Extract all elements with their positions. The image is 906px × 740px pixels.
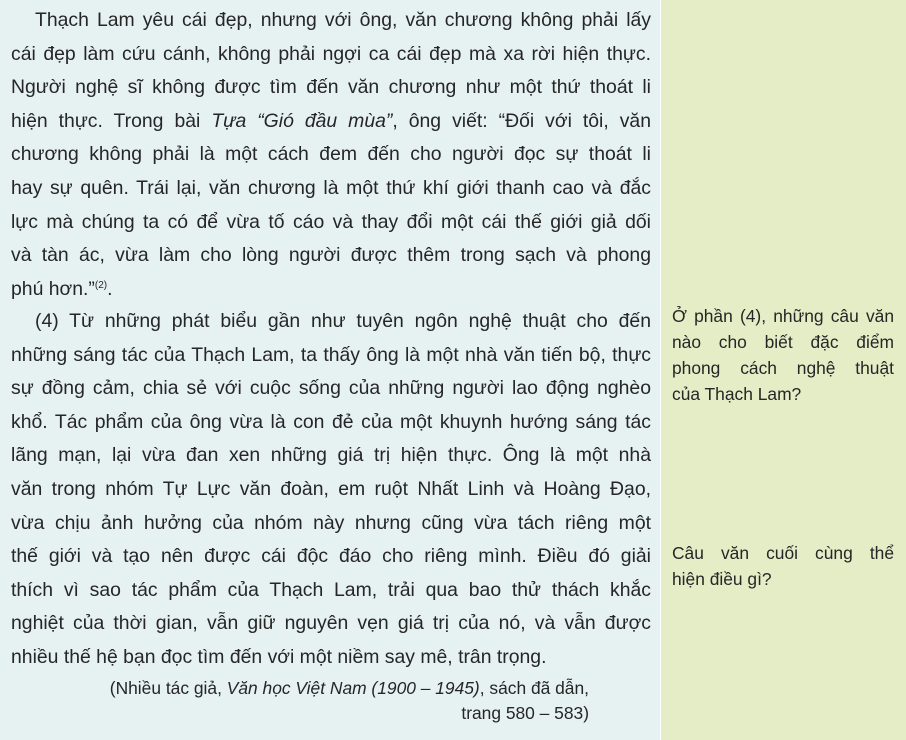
text-line: thế giới và tạo nên được cái độc đáo cho riêng mình. Điều đó giải — [11, 545, 651, 568]
text-line: nghiệt của thời gian, vẫn giữ nguyên vẹn giá trị của nó, và vẫn được — [11, 612, 651, 635]
text-line: Người nghệ sĩ không được tìm đến văn chương như một thứ thoát li — [11, 76, 651, 99]
side-note-question-1 — [672, 303, 894, 407]
text-line: thích vì sao tác phẩm của Thạch Lam, trải qua bao thử thách khắc — [11, 578, 651, 601]
text-span: (Nhiều tác giả, — [109, 678, 227, 698]
text-line: nhiều thế hệ bạn đọc tìm đến với một niềm say mê, trân trọng. — [11, 645, 547, 668]
text-line: sự đồng cảm, chia sẻ với cuộc sống của những người lao động nghèo — [11, 377, 651, 400]
side-note-question-2 — [672, 540, 894, 592]
note-line: phong cách nghệ thuật — [672, 358, 894, 378]
text-line — [11, 273, 651, 307]
text-line: lực mà chúng ta có để vừa tố cáo và thay đổi một cái thế giới giả dối — [11, 210, 651, 233]
text-line: cái đẹp làm cứu cánh, không phải ngợi ca cái đẹp mà xa rời hiện thực. — [11, 42, 651, 65]
text-span: phú hơn.” — [11, 277, 95, 300]
paragraph-1 — [11, 4, 651, 306]
text-line: hay sự quên. Trái lại, văn chương là một thứ khí giới thanh cao và đắc — [11, 176, 651, 199]
text-span: , ông viết: “Đối với tôi, văn — [392, 109, 651, 132]
text-line: Thạch Lam yêu cái đẹp, nhưng với ông, văn chương không phải lấy — [35, 9, 651, 31]
note-line: Ở phần (4), những câu văn — [672, 306, 894, 326]
note-line: hiện điều gì? — [672, 569, 772, 589]
note-line: nào cho biết đặc điểm — [672, 332, 894, 352]
text-span: hiện thực. Trong bài — [11, 109, 212, 132]
note-line: của Thạch Lam? — [672, 384, 802, 404]
text-line: và tàn ác, vừa làm cho lòng người được thêm trong sạch và phong — [11, 244, 651, 267]
paragraph-2 — [11, 305, 651, 675]
citation-line — [0, 676, 589, 701]
note-line: Câu văn cuối cùng thể — [672, 543, 894, 563]
text-line: văn trong nhóm Tự Lực văn đoàn, em ruột Nhất Linh và Hoàng Đạo, — [11, 477, 651, 500]
citation-pages: trang 580 – 583) — [461, 703, 589, 723]
italic-title: Tựa “Gió đầu mùa” — [211, 109, 393, 132]
text-span: , sách đã dẫn, — [479, 678, 589, 698]
text-line: khổ. Tác phẩm của ông vừa là con đẻ của một khuynh hướng sáng tác — [11, 410, 651, 433]
text-span: . — [107, 277, 113, 300]
text-line: vừa chịu ảnh hưởng của nhóm này nhưng cũng vừa tách riêng một — [11, 511, 651, 534]
text-line — [11, 105, 651, 139]
footnote-mark: (2) — [94, 279, 108, 291]
source-citation — [0, 676, 589, 726]
text-line: những sáng tác của Thạch Lam, ta thấy ông là một nhà văn tiến bộ, thực — [11, 343, 651, 366]
italic-title: Văn học Việt Nam (1900 – 1945) — [226, 678, 480, 698]
text-line: chương không phải là một cách đem đến cho người đọc sự thoát li — [11, 143, 651, 166]
text-line: lãng mạn, lại vừa đan xen những giá trị hiện thực. Ông là một nhà — [11, 444, 651, 467]
text-line: (4) Từ những phát biểu gần như tuyên ngôn nghệ thuật cho đến — [35, 310, 651, 332]
